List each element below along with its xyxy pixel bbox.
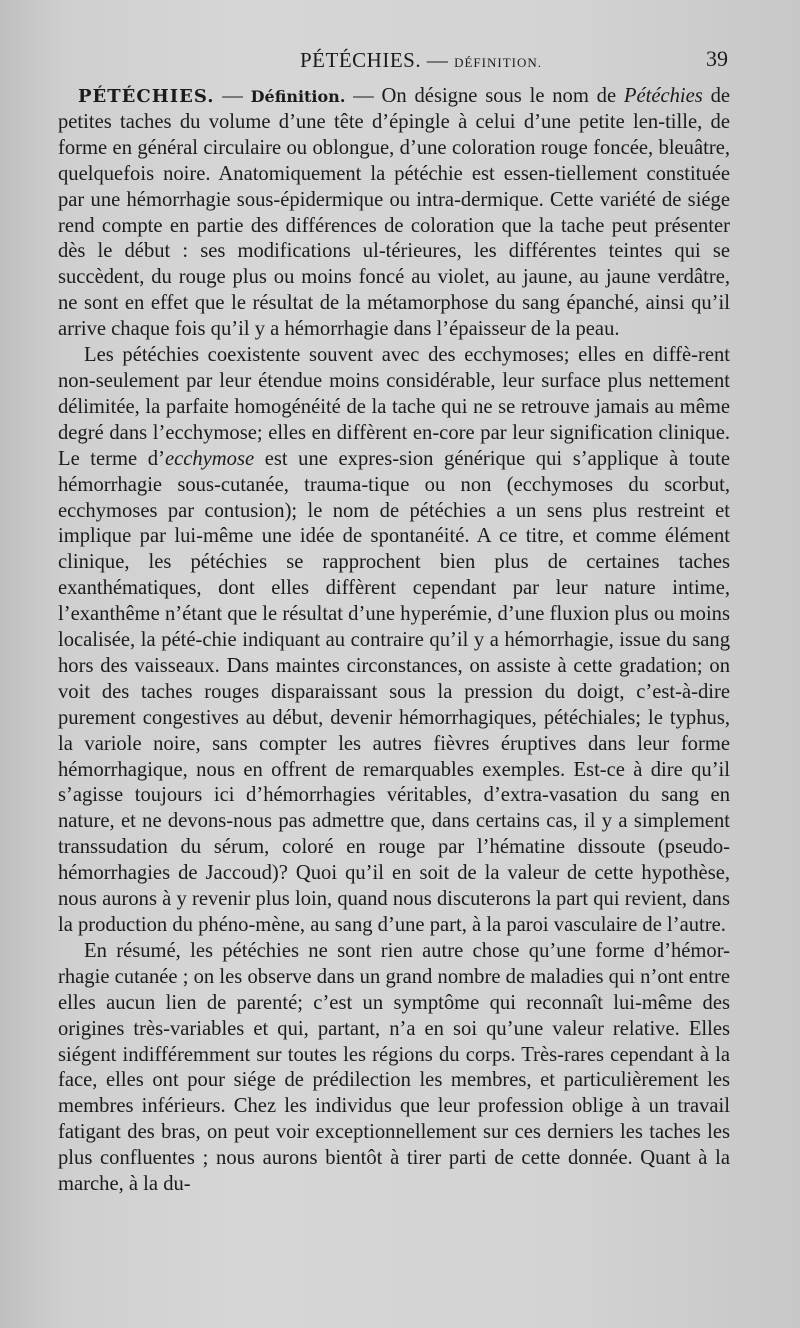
entry-subheading: Définition. xyxy=(250,87,346,106)
definition-body: de petites taches du volume d’une tête d’épingle à celui d’une petite len-tille, de forme en général circulaire ou oblongue, d’une coloration rouge foncée, bleuâtre, quelquefois noire. Anatomiquement la pétéchie est essen-tiellement constituée par une hémorrhagie sous-épidermique ou intra-dermique. Cette variété de siége rend compte en partie des différences de coloration que la tache peut présenter dès le début : ses modifications ul-térieures, les différentes teintes qui se succèdent, du rouge plus ou moins foncé au violet, au jaune, au jaune verdâtre, ne sont en effet que le résultat de la métamorphose du sang épanché, ainsi qu’il arrive chaque fois qu’il y a hémorrhagie dans l’épaisseur de la peau. xyxy=(58,85,731,341)
definition-lead: — On désigne sous le nom de xyxy=(345,85,624,107)
defined-term: Pétéchies xyxy=(623,85,703,107)
running-header xyxy=(60,44,730,76)
italic-term-ecchymose: ecchymose xyxy=(164,447,255,470)
paragraph-definition xyxy=(58,84,730,343)
paragraph-2-before: Les pétéchies coexistente souvent avec des ecchymoses; elles en diffè-rent non-seulement par leur étendue moins considérable, leur surface plus nettement délimitée, la parfaite homogénéité de la tache qui ne se retrouve jamais au même degré dans l’ecchymose; elles en diffèrent en-core par leur signification clinique. Le terme d’ xyxy=(58,344,730,470)
page-number: 39 xyxy=(706,46,728,71)
body-text xyxy=(58,84,730,1198)
running-title-sub: DÉFINITION. xyxy=(454,55,542,70)
paragraph-summary: En résumé, les pétéchies ne sont rien autre chose qu’une forme d’hémor-rhagie cutanée ; on les observe dans un grand nombre de maladies qui n’ont entre elles aucun lien de parenté; c’est un symptôme qui reconnaît lui-même des origines très-variables et qui, partant, n’a en soi qu’une valeur relative. Elles siégent indifféremment sur toutes les régions du corps. Très-rares cependant à la face, elles ont pour siége de prédilection les membres, et particulièrement les membres inférieurs. Chez les individus que leur profession oblige à un travail fatigant des bras, on peut voir exceptionnellement sur ces derniers les taches les plus confluentes ; nous aurons bientôt à tirer parti de cette donnée. Quant à la marche, à la du- xyxy=(58,939,730,1196)
running-title-main: PÉTÉCHIES. — xyxy=(300,48,449,72)
paragraph-2-after: est une expres-sion générique qui s’applique à toute hémorrhagie sous-cutanée, trauma-tique ou non (ecchymoses du scorbut, ecchymoses par contusion); le nom de pétéchies a un sens plus restreint et implique par lui-même une idée de spontanéité. A ce titre, et comme élément clinique, les pétéchies se rapprochent bien plus de certaines taches exanthématiques, dont elles diffèrent cependant par leur nature intime, l’exanthême n’étant que le résultat d’une hyperémie, d’une fluxion plus ou moins localisée, la pété-chie indiquant au contraire qu’il y a hémorrhagie, issue du sang hors des vaisseaux. Dans maintes circonstances, on assiste à cette gradation; on voit des taches rouges disparaissant sous la pression du doigt, c’est-à-dire purement congestives au début, devenir hémorrhagiques, pétéchiales; le typhus, la variole noire, sans compter les autres fièvres éruptives dans leur forme hémorrhagique, nous en offrent de remarquables exemples. Est-ce à dire qu’il s’agisse toujours ici d’hémorrhagies véritables, d’extra-vasation du sang en nature, et ne devons-nous pas admettre que, dans certains cas, il y a simplement transsudation du sérum, coloré en rouge par l’hématine dissoute (pseudo-hémorrhagies de Jaccoud)? Quoi qu’il en soit de la valeur de cette hypothèse, nous aurons à y revenir plus loin, quand nous discuterons la part qui revient, dans la production du phéno-mène, au sang d’une part, à la paroi vasculaire de l’autre. xyxy=(58,447,730,936)
heading-dash: — xyxy=(214,85,251,107)
entry-heading: PÉTÉCHIES. xyxy=(78,86,215,107)
running-title xyxy=(300,48,542,73)
paragraph-ecchymoses xyxy=(58,343,730,939)
